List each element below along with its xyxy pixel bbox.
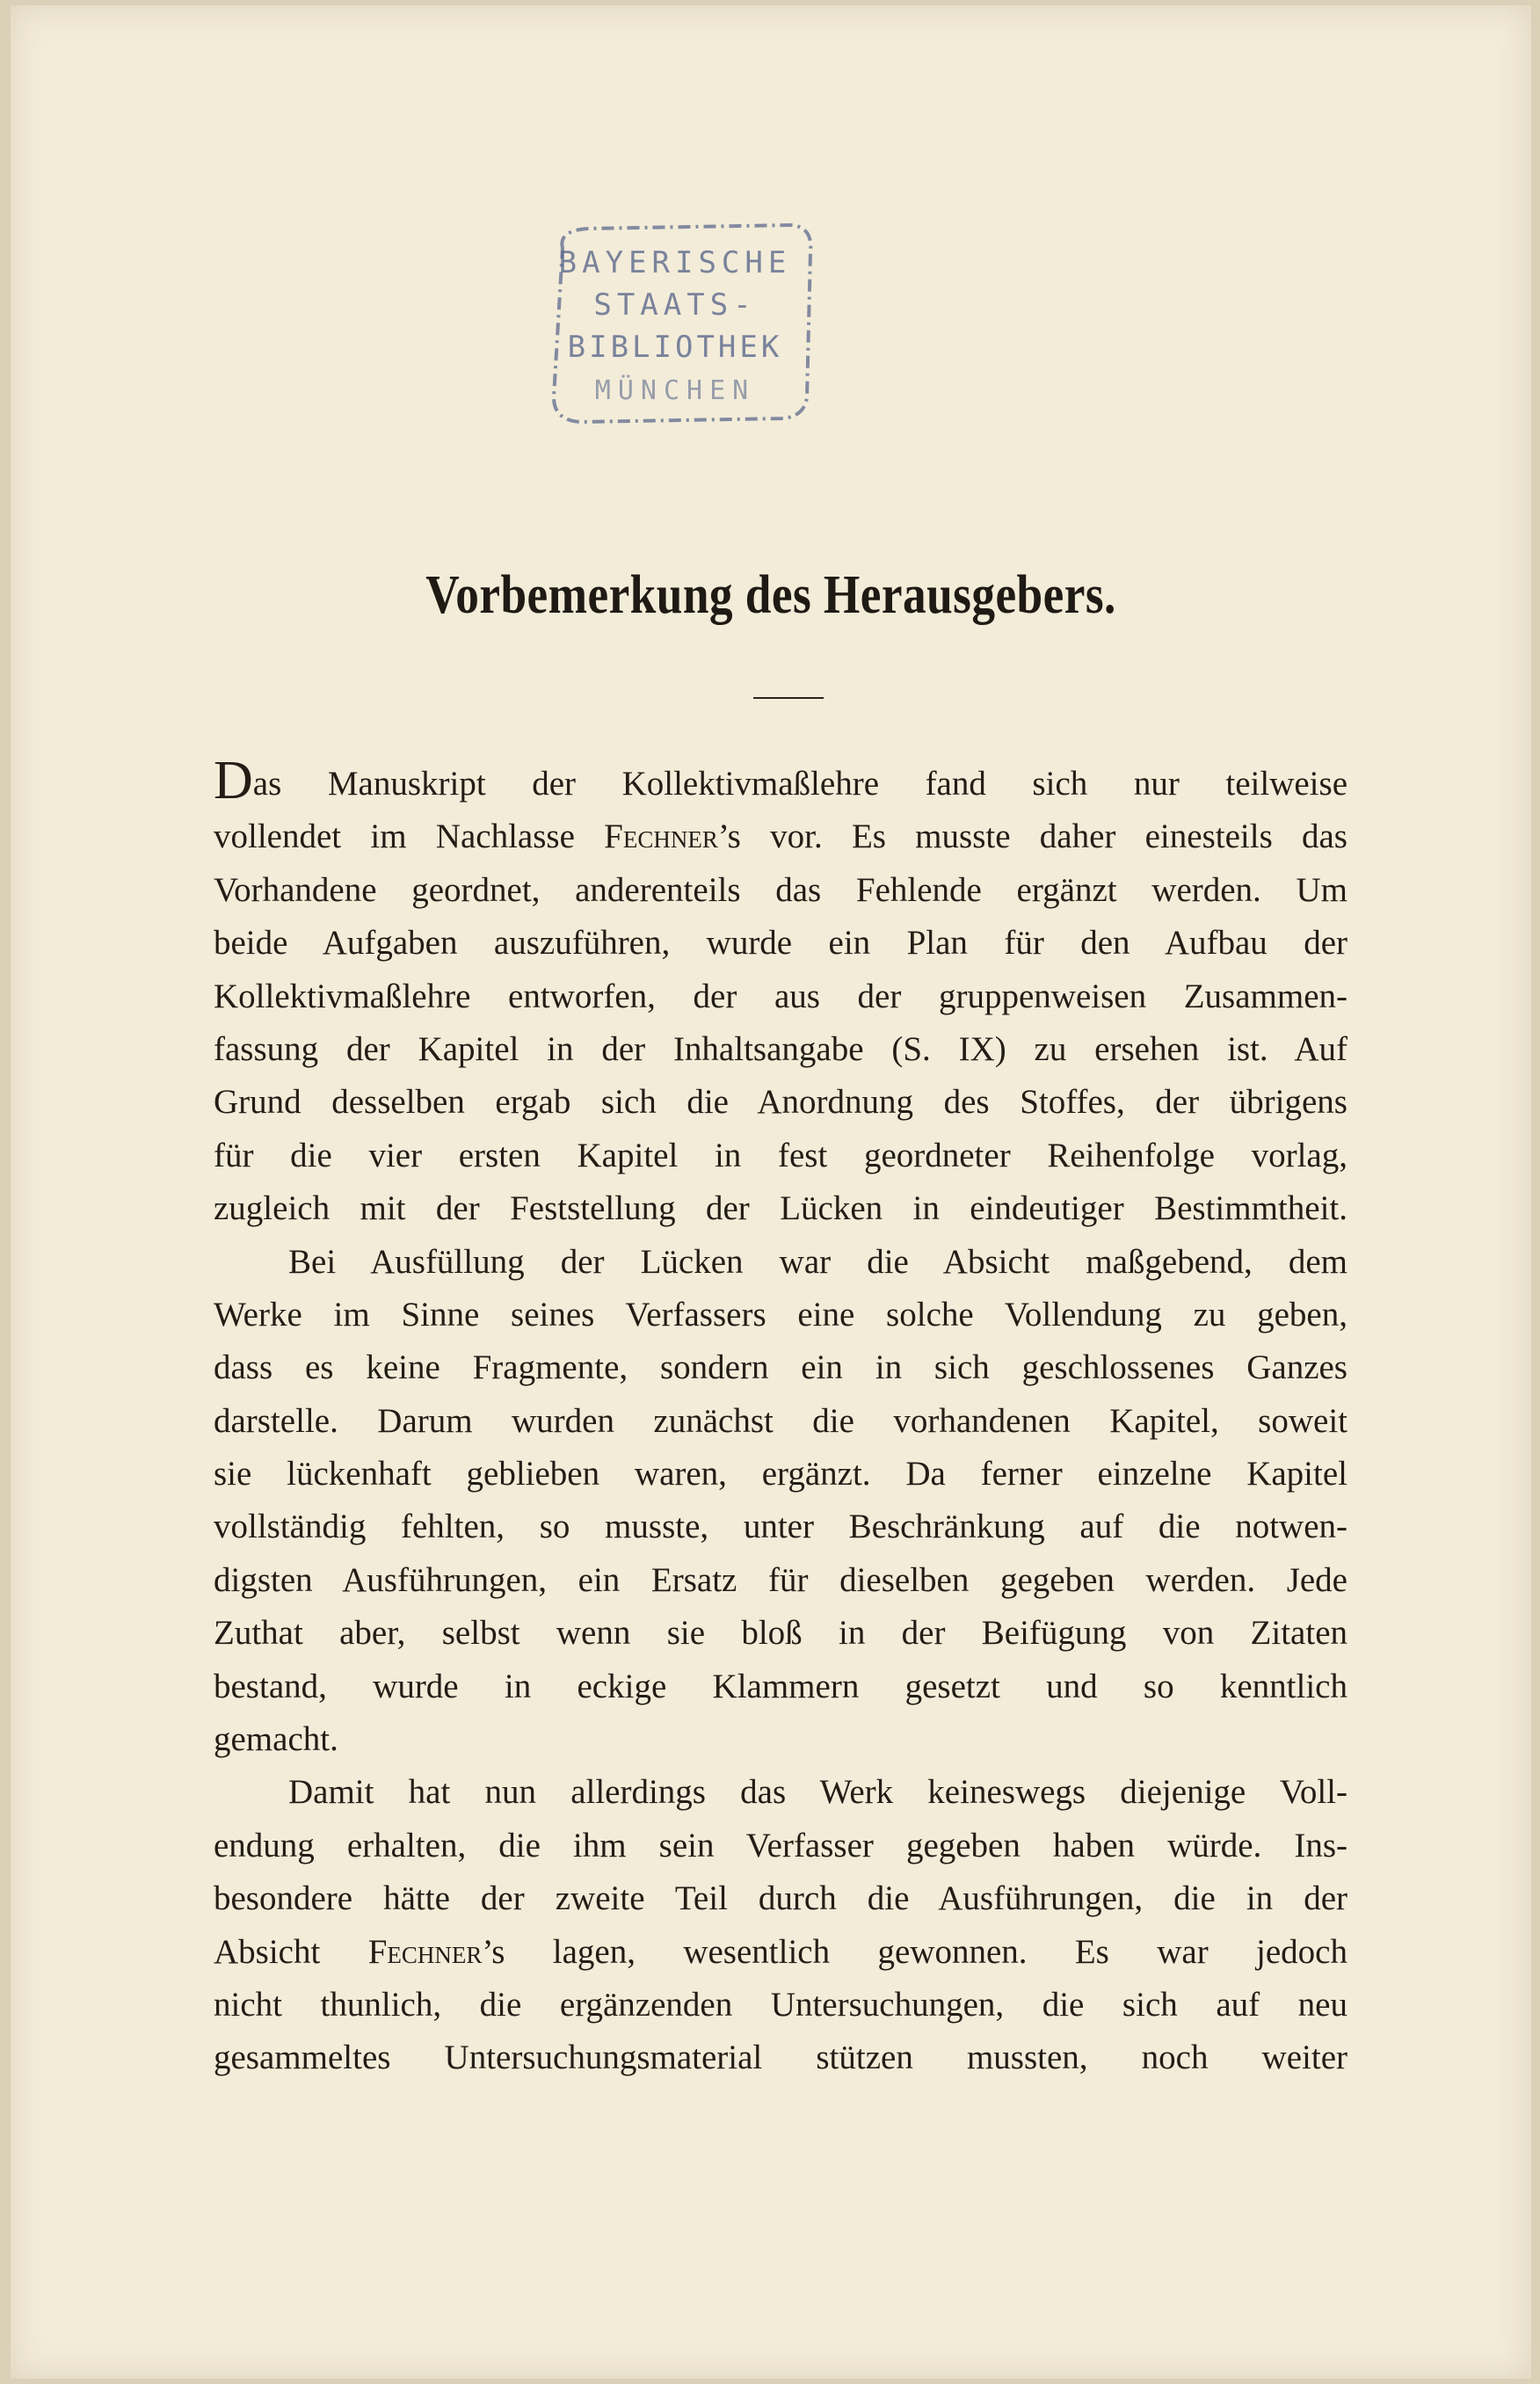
text-line: beide Aufgaben auszuführen, wurde ein Plan für den Aufbau der — [214, 924, 1348, 963]
line-text: vollendet im Nachlasse — [214, 818, 605, 856]
text-line: Vorhandene geordnet, anderenteils das Fehlende ergänzt werden. Um — [214, 870, 1348, 909]
paragraph-2 — [214, 1236, 1348, 1767]
text-line: darstelle. Darum wurden zunächst die vorhandenen Kapitel, soweit — [214, 1401, 1348, 1440]
text-line: digsten Ausführungen, ein Ersatz für dieselben gegeben werden. Jede — [214, 1560, 1348, 1599]
text-line: für die vier ersten Kapitel in fest geordneter Reihenfolge vorlag, — [214, 1136, 1348, 1174]
text-line: fassung der Kapitel in der Inhaltsangabe (S. IX) zu ersehen ist. Auf — [214, 1029, 1348, 1068]
stamp-line-4: MÜNCHEN — [594, 375, 756, 406]
author-name: Fechner — [604, 818, 718, 856]
text-line: endung erhalten, die ihm sein Verfasser gegeben haben würde. Ins- — [214, 1826, 1348, 1864]
line-text: ’s vor. Es musste daher einesteils das — [717, 818, 1348, 856]
paragraph-1 — [214, 751, 1348, 1236]
text-line: besondere hätte der zweite Teil durch die Ausführungen, die in der — [214, 1879, 1348, 1918]
paragraph-3 — [214, 1766, 1348, 2084]
text-line: Kollektivmaßlehre entworfen, der aus der gruppenweisen Zusammen- — [214, 977, 1348, 1015]
stamp-line-2: STAATS- — [593, 287, 757, 323]
text-line — [214, 810, 1348, 863]
text-line — [214, 751, 1348, 810]
drop-cap: D — [214, 751, 253, 810]
text-line: gemacht. — [214, 1720, 338, 1759]
page-title: Vorbemerkung des Herausgebers. — [425, 565, 1116, 625]
text-line — [214, 1926, 1348, 1979]
page — [11, 5, 1531, 2379]
stamp-graphic — [527, 213, 817, 432]
stamp-line-3: BIBLIOTHEK — [567, 330, 783, 365]
text-line: Werke im Sinne seines Verfassers eine solche Vollendung zu geben, — [214, 1295, 1348, 1334]
text-line: vollständig fehlten, so musste, unter Beschränkung auf die notwen- — [214, 1508, 1348, 1546]
text-line: Bei Ausfüllung der Lücken war die Absicht maßgebend, dem — [288, 1242, 1348, 1281]
text-line: gesammeltes Untersuchungsmaterial stützen mussten, noch weiter — [214, 2039, 1348, 2077]
title-divider — [753, 697, 824, 699]
text-line: Damit hat nun allerdings das Werk keineswegs diejenige Voll- — [288, 1773, 1348, 1812]
line-text: ’s lagen, wesentlich gewonnen. Es war jedoch — [482, 1932, 1348, 1971]
text-line: dass es keine Fragmente, sondern ein in sich geschlossenes Ganzes — [214, 1348, 1348, 1387]
line-text: as Manuskript der Kollektivmaßlehre fand sich nur teilweise — [252, 765, 1348, 803]
text-line: nicht thunlich, die ergänzenden Untersuchungen, die sich auf neu — [214, 1985, 1348, 2024]
stamp-line-1: BAYERISCHE — [558, 245, 792, 280]
line-text: Absicht — [214, 1932, 368, 1971]
text-line: Grund desselben ergab sich die Anordnung des Stoffes, der übrigens — [214, 1083, 1348, 1122]
text-line: zugleich mit der Feststellung der Lücken in eindeutiger Bestimmtheit. — [214, 1189, 1348, 1228]
text-line: sie lückenhaft geblieben waren, ergänzt. Da ferner einzelne Kapitel — [214, 1455, 1348, 1494]
library-stamp — [527, 213, 817, 432]
text-line: bestand, wurde in eckige Klammern gesetzt und so kenntlich — [214, 1667, 1348, 1705]
body-text — [214, 751, 1348, 2085]
text-line: Zuthat aber, selbst wenn sie bloß in der Beifügung von Zitaten — [214, 1614, 1348, 1653]
author-name: Fechner — [367, 1932, 483, 1971]
